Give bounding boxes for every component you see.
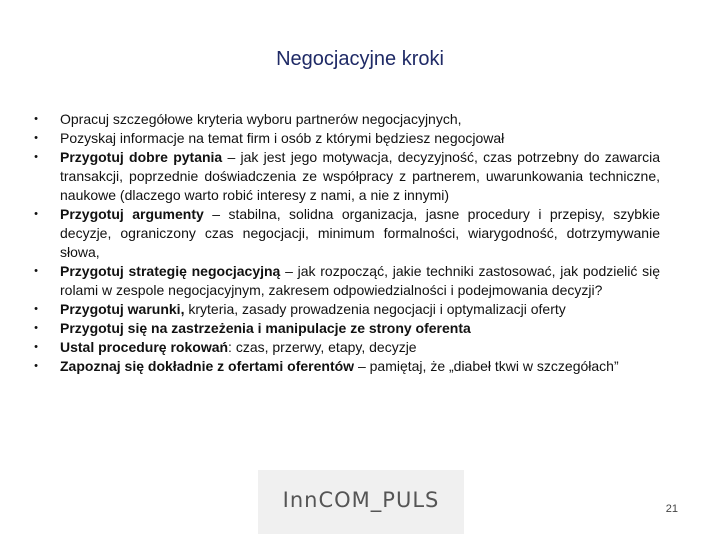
item-bold-text: Zapoznaj się dokładnie z ofertami oferentów (60, 358, 355, 374)
item-bold-text: Przygotuj się na zastrzeżenia i manipulacje ze strony oferenta (60, 320, 471, 336)
logo (258, 470, 464, 534)
bullet-icon: • (34, 341, 38, 353)
bullet-icon: • (34, 303, 38, 315)
item-text: Pozyskaj informacje na temat firm i osób z którymi będziesz negocjował (60, 130, 505, 146)
page-number: 21 (665, 503, 678, 515)
item-bold-text: Przygotuj argumenty (60, 206, 204, 222)
bullet-icon: • (34, 151, 38, 163)
item-bold-text: Przygotuj strategię negocjacyjną (60, 263, 281, 279)
bullet-icon: • (34, 208, 38, 220)
bullet-icon: • (34, 113, 38, 125)
list-item (26, 148, 660, 205)
bullet-icon: • (34, 322, 38, 334)
item-text: kryteria, zasady prowadzenia negocjacji i optymalizacji oferty (184, 301, 566, 317)
bullet-icon: • (34, 265, 38, 277)
item-text: – jak rozpocząć, jakie techniki zastosować, jak podzielić się rolami w zespole negocjacyjnym, zakresem odpowiedzialności i podejmowania decyzji? (60, 263, 661, 298)
item-bold-text: Przygotuj warunki, (60, 301, 185, 317)
item-text: – jak jest jego motywacja, decyzyjność, czas potrzebny do zawarcia transakcji, poprzednie doświadczenia ze współpracy z partnerem, uwarunkowania techniczne, naukowe (dlaczego warto robić interesy z nami, a nie z innymi) (60, 149, 660, 203)
item-text: – pamiętaj, że „diabeł tkwi w szczegółach” (354, 358, 619, 374)
bullet-list (26, 110, 660, 376)
item-bold-text: Ustal procedurę rokowań (60, 339, 229, 355)
slide-title: Negocjacyjne kroki (276, 48, 444, 70)
bullet-icon: • (34, 132, 38, 144)
logo-text: InnCOM_PULS (282, 488, 440, 512)
bullet-icon: • (34, 360, 38, 372)
list-item (26, 319, 660, 338)
list-item (26, 205, 660, 262)
list-item (26, 357, 660, 376)
list-item (26, 338, 660, 357)
list-item (26, 262, 660, 300)
item-text: : czas, przerwy, etapy, decyzje (228, 339, 417, 355)
item-text: – stabilna, solidna organizacja, jasne procedury i przepisy, szybkie decyzje, ograniczony czas negocjacji, minimum formalności, wiarygodność, dotrzymywanie słowa, (60, 206, 660, 260)
item-bold-text: Przygotuj dobre pytania (60, 149, 223, 165)
list-item (26, 300, 660, 319)
list-item (26, 110, 660, 129)
item-text: Opracuj szczegółowe kryteria wyboru partnerów negocjacyjnych, (60, 111, 462, 127)
list-item (26, 129, 660, 148)
